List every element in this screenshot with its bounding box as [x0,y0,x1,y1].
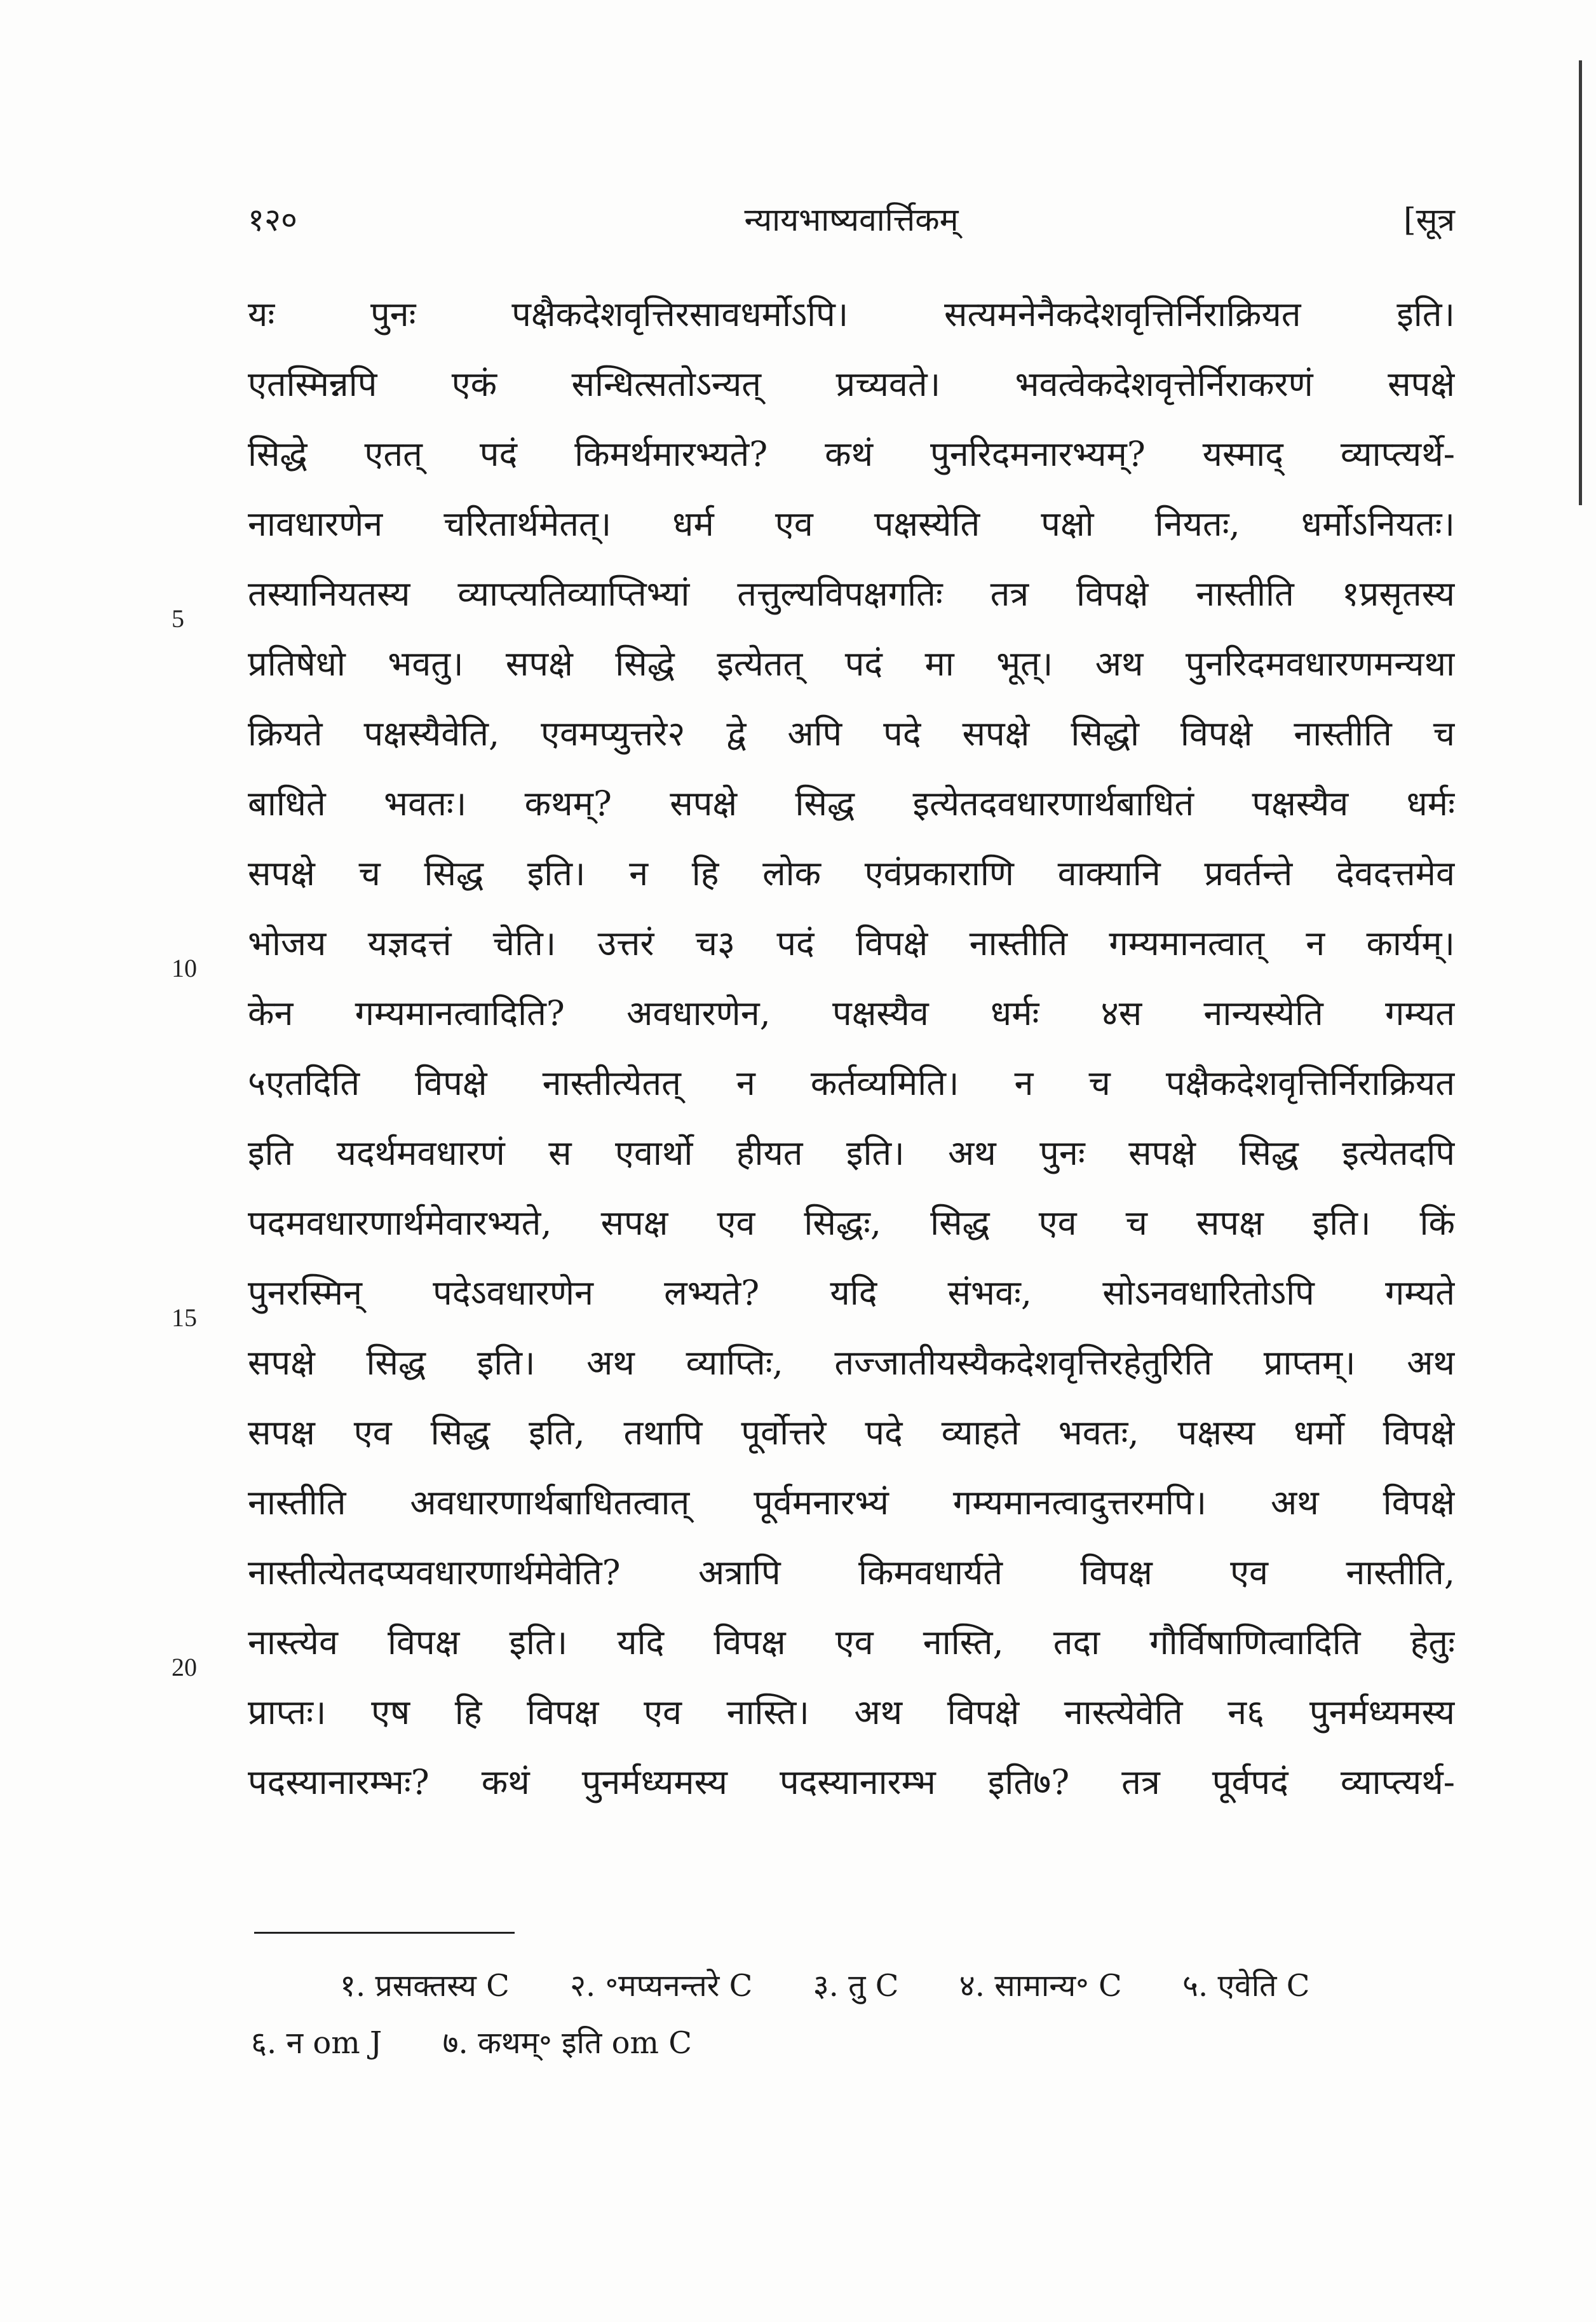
text-line: नास्त्येव विपक्ष इति। यदि विपक्ष एव नास्ति, तदा गौर्विषाणित्वादिति हेतुः [248,1622,1455,1662]
footnote-row [251,1957,1458,2014]
page-number: १२० [248,201,297,238]
footnote: ५. एवेति C [1182,1968,1310,2004]
text-line: पदमवधारणार्थमेवारभ्यते, सपक्ष एव सिद्धः, सिद्ध एव च सपक्ष इति। किं [248,1203,1455,1243]
running-title: न्यायभाष्यवार्त्तिकम् [744,201,959,238]
text-line: सपक्षे सिद्ध इति। अथ व्याप्तिः, तज्जातीयस्यैकदेशवृत्तिरहेतुरिति प्राप्तम्। अथ [248,1343,1455,1383]
text-line: इति यदर्थमवधारणं स एवार्थो हीयत इति। अथ पुनः सपक्षे सिद्ध इत्येतदपि [248,1133,1455,1173]
text-line: भोजय यज्ञदत्तं चेति। उत्तरं च३ पदं विपक्षे नास्तीति गम्यमानत्वात् न कार्यम्। [248,923,1455,963]
text-line: नास्तीति अवधारणार्थबाधितत्वात् पूर्वमनारभ्यं गम्यमानत्वादुत्तरमपि। अथ विपक्षे [248,1483,1455,1523]
footnote-rule [254,1932,515,1934]
line-number-margin [172,0,222,2322]
footnote: ४. सामान्य॰ C [959,1968,1122,2004]
text-line: पदस्यानारम्भः? कथं पुनर्मध्यमस्य पदस्यानारम्भ इति७? तत्र पूर्वपदं व्याप्त्यर्थ- [248,1762,1455,1802]
text-line: पुनरस्मिन् पदेऽवधारणेन लभ्यते? यदि संभवः, सोऽनवधारितोऽपि गम्यते [248,1273,1455,1313]
text-line: एतस्मिन्नपि एकं सन्धित्सतोऽन्यत् प्रच्यवते। भवत्वेकदेशवृत्तेर्निराकरणं सपक्षे [248,364,1455,404]
footnote: ३. तु C [813,1968,899,2004]
footnote: २. ॰मप्यनन्तरे C [570,1968,753,2004]
line-number: 5 [172,604,184,633]
scan-edge-line [1579,60,1582,505]
text-line: नावधारणेन चरितार्थमेतत्। धर्म एव पक्षस्येति पक्षो नियतः, धर्मोऽनियतः। [248,504,1455,544]
line-number: 15 [172,1303,197,1332]
line-number: 20 [172,1653,197,1681]
body-text [248,280,1455,1817]
text-line: तस्यानियतस्य व्याप्त्यतिव्याप्तिभ्यां तत्तुल्यविपक्षगतिः तत्र विपक्षे नास्तीति १प्रसृतस्य [248,574,1455,614]
page-header [248,191,1455,248]
footnote: ६. न om J [251,2025,382,2061]
text-line: प्राप्तः। एष हि विपक्ष एव नास्ति। अथ विपक्षे नास्त्येवेति न६ पुनर्मध्यमस्य [248,1692,1455,1732]
text-line: प्रतिषेधो भवतु। सपक्षे सिद्धे इत्येतत् पदं मा भूत्। अथ पुनरिदमवधारणमन्यथा [248,644,1455,684]
footnotes [251,1957,1458,2072]
text-line: केन गम्यमानत्वादिति? अवधारणेन, पक्षस्यैव धर्मः ४स नान्यस्येति गम्यत [248,993,1455,1033]
text-line: नास्तीत्येतदप्यवधारणार्थमेवेति? अत्रापि किमवधार्यते विपक्ष एव नास्तीति, [248,1552,1455,1592]
footnote: ७. कथम्॰ इति om C [442,2025,693,2061]
text-line: यः पुनः पक्षैकदेशवृत्तिरसावधर्मोऽपि। सत्यमनेनैकदेशवृत्तिर्निराक्रियत इति। [248,294,1455,334]
line-number: 10 [172,954,197,982]
section-mark: [सूत्र [1403,201,1455,238]
text-line: क्रियते पक्षस्यैवेति, एवमप्युत्तरे२ द्वे अपि पदे सपक्षे सिद्धो विपक्षे नास्तीति च [248,714,1455,754]
text-line: सिद्धे एतत् पदं किमर्थमारभ्यते? कथं पुनरिदमनारभ्यम्? यस्माद् व्याप्त्यर्थे- [248,434,1455,474]
text-line: ५एतदिति विपक्षे नास्तीत्येतत् न कर्तव्यमिति। न च पक्षैकदेशवृत्तिर्निराक्रियत [248,1063,1455,1103]
text-line: सपक्षे च सिद्ध इति। न हि लोक एवंप्रकाराणि वाक्यानि प्रवर्तन्ते देवदत्तमेव [248,853,1455,893]
footnote: १. प्रसक्तस्य C [340,1968,510,2004]
text-line: बाधिते भवतः। कथम्? सपक्षे सिद्ध इत्येतदवधारणार्थबाधितं पक्षस्यैव धर्मः [248,784,1455,824]
text-line: सपक्ष एव सिद्ध इति, तथापि पूर्वोत्तरे पदे व्याहते भवतः, पक्षस्य धर्मो विपक्षे [248,1413,1455,1453]
footnote-row [251,2014,1458,2072]
